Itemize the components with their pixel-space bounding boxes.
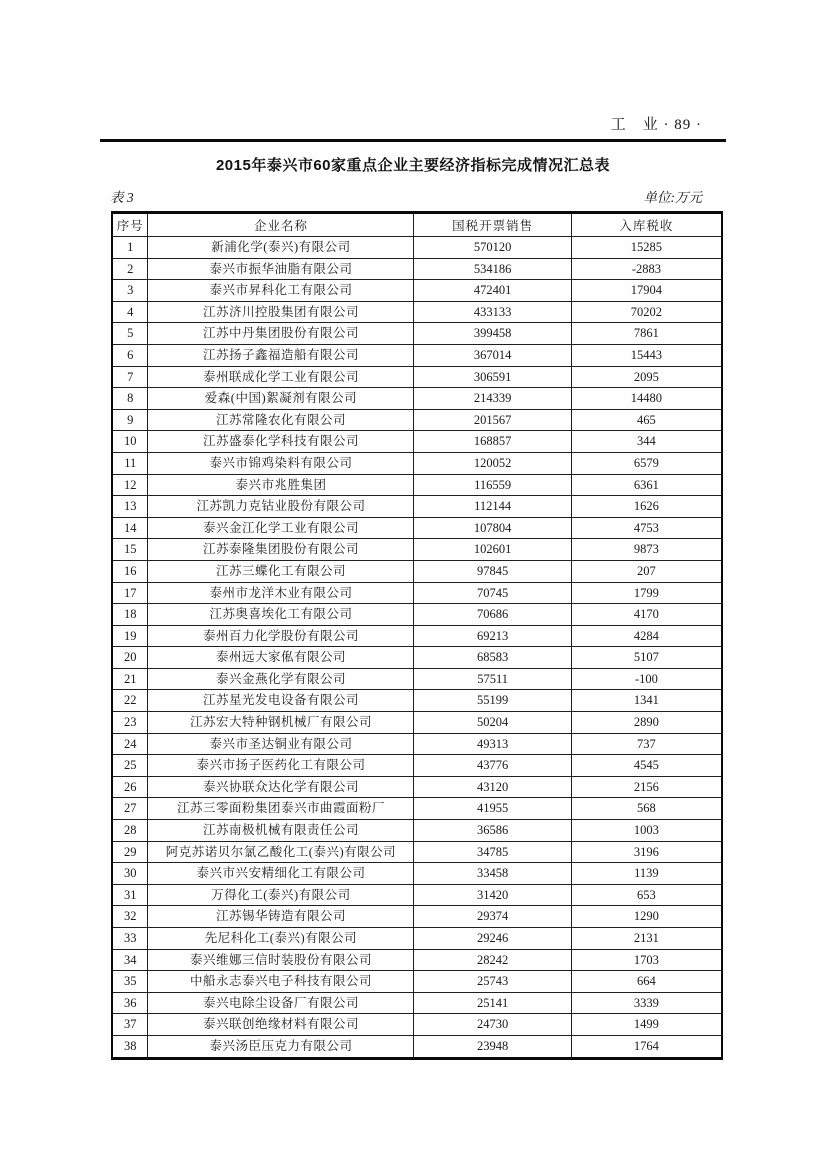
tax-value-cell: 568 — [571, 798, 722, 820]
tax-value-cell: 2131 — [571, 928, 722, 950]
row-index-cell: 22 — [112, 690, 148, 712]
sales-value-cell: 102601 — [414, 539, 571, 561]
tax-value-cell: 653 — [571, 884, 722, 906]
row-index-cell: 8 — [112, 388, 148, 410]
company-name-cell: 江苏常隆农化有限公司 — [148, 409, 414, 431]
row-index-cell: 24 — [112, 733, 148, 755]
company-name-cell: 江苏锡华铸造有限公司 — [148, 906, 414, 928]
table-row — [112, 863, 722, 885]
tax-value-cell: 5107 — [571, 647, 722, 669]
table-row — [112, 301, 722, 323]
row-index-cell: 38 — [112, 1035, 148, 1058]
company-name-cell: 江苏凯力克钴业股份有限公司 — [148, 496, 414, 518]
unit-label: 单位:万元 — [643, 190, 702, 205]
column-header-tax: 入库税收 — [571, 213, 722, 237]
company-name-cell: 泰兴市兴安精细化工有限公司 — [148, 863, 414, 885]
table-row — [112, 409, 722, 431]
row-index-cell: 4 — [112, 301, 148, 323]
tax-value-cell: 1341 — [571, 690, 722, 712]
table-row — [112, 431, 722, 453]
company-name-cell: 泰州远大家俬有限公司 — [148, 647, 414, 669]
company-name-cell: 泰兴联创绝缘材料有限公司 — [148, 1014, 414, 1036]
tax-value-cell: 2890 — [571, 712, 722, 734]
tax-value-cell: 15285 — [571, 237, 722, 259]
table-row — [112, 258, 722, 280]
tax-value-cell: 4753 — [571, 517, 722, 539]
sales-value-cell: 70745 — [414, 582, 571, 604]
table-row — [112, 712, 722, 734]
sales-value-cell: 107804 — [414, 517, 571, 539]
tax-value-cell: 737 — [571, 733, 722, 755]
table-row — [112, 539, 722, 561]
sales-value-cell: 534186 — [414, 258, 571, 280]
sales-value-cell: 28242 — [414, 949, 571, 971]
tax-value-cell: 2095 — [571, 366, 722, 388]
company-name-cell: 泰兴市昇科化工有限公司 — [148, 280, 414, 302]
tax-value-cell: 1499 — [571, 1014, 722, 1036]
table-row — [112, 323, 722, 345]
table-row — [112, 474, 722, 496]
company-name-cell: 泰兴市扬子医药化工有限公司 — [148, 755, 414, 777]
tax-value-cell: -100 — [571, 668, 722, 690]
table-header-row — [112, 213, 722, 237]
tax-value-cell: 207 — [571, 560, 722, 582]
company-name-cell: 泰州百力化学股份有限公司 — [148, 625, 414, 647]
sales-value-cell: 50204 — [414, 712, 571, 734]
header-rule — [100, 139, 726, 142]
sales-value-cell: 33458 — [414, 863, 571, 885]
sales-value-cell: 34785 — [414, 841, 571, 863]
column-header-company: 企业名称 — [148, 213, 414, 237]
table-row — [112, 237, 722, 259]
tax-value-cell: 1703 — [571, 949, 722, 971]
company-name-cell: 爱森(中国)絮凝剂有限公司 — [148, 388, 414, 410]
company-name-cell: 泰兴协联众达化学有限公司 — [148, 776, 414, 798]
company-name-cell: 泰州联成化学工业有限公司 — [148, 366, 414, 388]
company-name-cell: 泰兴汤臣压克力有限公司 — [148, 1035, 414, 1058]
tax-value-cell: 6361 — [571, 474, 722, 496]
table-row — [112, 971, 722, 993]
tax-value-cell: 70202 — [571, 301, 722, 323]
row-index-cell: 9 — [112, 409, 148, 431]
sales-value-cell: 69213 — [414, 625, 571, 647]
table-row — [112, 1035, 722, 1058]
sales-value-cell: 29246 — [414, 928, 571, 950]
company-name-cell: 江苏宏大特种钢机械厂有限公司 — [148, 712, 414, 734]
row-index-cell: 10 — [112, 431, 148, 453]
row-index-cell: 5 — [112, 323, 148, 345]
tax-value-cell: 3196 — [571, 841, 722, 863]
table-row — [112, 366, 722, 388]
company-name-cell: 江苏济川控股集团有限公司 — [148, 301, 414, 323]
row-index-cell: 33 — [112, 928, 148, 950]
sales-value-cell: 168857 — [414, 431, 571, 453]
column-header-sales: 国税开票销售 — [414, 213, 571, 237]
row-index-cell: 21 — [112, 668, 148, 690]
row-index-cell: 13 — [112, 496, 148, 518]
company-name-cell: 江苏中丹集团股份有限公司 — [148, 323, 414, 345]
company-name-cell: 江苏三蝶化工有限公司 — [148, 560, 414, 582]
company-name-cell: 泰兴金江化学工业有限公司 — [148, 517, 414, 539]
tax-value-cell: 4170 — [571, 604, 722, 626]
row-index-cell: 16 — [112, 560, 148, 582]
tax-value-cell: 3339 — [571, 992, 722, 1014]
row-index-cell: 20 — [112, 647, 148, 669]
row-index-cell: 19 — [112, 625, 148, 647]
table-meta-row — [100, 186, 726, 206]
tax-value-cell: 344 — [571, 431, 722, 453]
tax-value-cell: 1290 — [571, 906, 722, 928]
sales-value-cell: 570120 — [414, 237, 571, 259]
running-head — [100, 113, 726, 134]
row-index-cell: 27 — [112, 798, 148, 820]
table-row — [112, 755, 722, 777]
sales-value-cell: 399458 — [414, 323, 571, 345]
page-content — [100, 0, 726, 1060]
row-index-cell: 37 — [112, 1014, 148, 1036]
tax-value-cell: 664 — [571, 971, 722, 993]
row-index-cell: 31 — [112, 884, 148, 906]
tax-value-cell: 4284 — [571, 625, 722, 647]
tax-value-cell: 1139 — [571, 863, 722, 885]
tax-value-cell: 2156 — [571, 776, 722, 798]
sales-value-cell: 472401 — [414, 280, 571, 302]
sales-value-cell: 433133 — [414, 301, 571, 323]
row-index-cell: 15 — [112, 539, 148, 561]
company-name-cell: 江苏泰隆集团股份有限公司 — [148, 539, 414, 561]
table-row — [112, 798, 722, 820]
table-body — [112, 237, 722, 1059]
company-name-cell: 泰兴电除尘设备厂有限公司 — [148, 992, 414, 1014]
tax-value-cell: 1799 — [571, 582, 722, 604]
tax-value-cell: 17904 — [571, 280, 722, 302]
table-row — [112, 841, 722, 863]
sales-value-cell: 41955 — [414, 798, 571, 820]
sales-value-cell: 68583 — [414, 647, 571, 669]
sales-value-cell: 43120 — [414, 776, 571, 798]
table-row — [112, 668, 722, 690]
row-index-cell: 11 — [112, 452, 148, 474]
row-index-cell: 34 — [112, 949, 148, 971]
sales-value-cell: 25141 — [414, 992, 571, 1014]
enterprise-indicator-table — [111, 211, 723, 1060]
tax-value-cell: 14480 — [571, 388, 722, 410]
sales-value-cell: 57511 — [414, 668, 571, 690]
sales-value-cell: 29374 — [414, 906, 571, 928]
row-index-cell: 1 — [112, 237, 148, 259]
sales-value-cell: 214339 — [414, 388, 571, 410]
table-row — [112, 388, 722, 410]
sales-value-cell: 23948 — [414, 1035, 571, 1058]
row-index-cell: 23 — [112, 712, 148, 734]
sales-value-cell: 367014 — [414, 344, 571, 366]
column-header-index: 序号 — [112, 213, 148, 237]
row-index-cell: 2 — [112, 258, 148, 280]
table-row — [112, 560, 722, 582]
row-index-cell: 6 — [112, 344, 148, 366]
table-row — [112, 690, 722, 712]
table-row — [112, 582, 722, 604]
company-name-cell: 泰兴维娜三信时装股份有限公司 — [148, 949, 414, 971]
table-row — [112, 949, 722, 971]
table-row — [112, 928, 722, 950]
row-index-cell: 30 — [112, 863, 148, 885]
row-index-cell: 28 — [112, 820, 148, 842]
row-index-cell: 3 — [112, 280, 148, 302]
sales-value-cell: 55199 — [414, 690, 571, 712]
tax-value-cell: 1764 — [571, 1035, 722, 1058]
company-name-cell: 江苏三零面粉集团泰兴市曲霞面粉厂 — [148, 798, 414, 820]
sales-value-cell: 112144 — [414, 496, 571, 518]
table-row — [112, 820, 722, 842]
tax-value-cell: 7861 — [571, 323, 722, 345]
table-row — [112, 625, 722, 647]
row-index-cell: 25 — [112, 755, 148, 777]
company-name-cell: 泰兴市兆胜集团 — [148, 474, 414, 496]
table-row — [112, 604, 722, 626]
company-name-cell: 江苏星光发电设备有限公司 — [148, 690, 414, 712]
table-row — [112, 517, 722, 539]
table-row — [112, 733, 722, 755]
row-index-cell: 36 — [112, 992, 148, 1014]
row-index-cell: 35 — [112, 971, 148, 993]
tax-value-cell: 6579 — [571, 452, 722, 474]
table-row — [112, 1014, 722, 1036]
company-name-cell: 泰兴金燕化学有限公司 — [148, 668, 414, 690]
sales-value-cell: 31420 — [414, 884, 571, 906]
row-index-cell: 26 — [112, 776, 148, 798]
table-row — [112, 647, 722, 669]
sales-value-cell: 25743 — [414, 971, 571, 993]
table-row — [112, 906, 722, 928]
company-name-cell: 万得化工(泰兴)有限公司 — [148, 884, 414, 906]
sales-value-cell: 306591 — [414, 366, 571, 388]
row-index-cell: 14 — [112, 517, 148, 539]
company-name-cell: 江苏奥喜埃化工有限公司 — [148, 604, 414, 626]
company-name-cell: 先尼科化工(泰兴)有限公司 — [148, 928, 414, 950]
sales-value-cell: 36586 — [414, 820, 571, 842]
tax-value-cell: 1626 — [571, 496, 722, 518]
sales-value-cell: 201567 — [414, 409, 571, 431]
row-index-cell: 29 — [112, 841, 148, 863]
company-name-cell: 中船永志泰兴电子科技有限公司 — [148, 971, 414, 993]
company-name-cell: 江苏盛泰化学科技有限公司 — [148, 431, 414, 453]
table-row — [112, 496, 722, 518]
company-name-cell: 泰兴市锦鸡染料有限公司 — [148, 452, 414, 474]
row-index-cell: 7 — [112, 366, 148, 388]
page-title: 2015年泰兴市60家重点企业主要经济指标完成情况汇总表 — [215, 157, 611, 174]
row-index-cell: 32 — [112, 906, 148, 928]
company-name-cell: 阿克苏诺贝尔氯乙酸化工(泰兴)有限公司 — [148, 841, 414, 863]
company-name-cell: 泰兴市圣达铜业有限公司 — [148, 733, 414, 755]
row-index-cell: 12 — [112, 474, 148, 496]
table-row — [112, 344, 722, 366]
tax-value-cell: 15443 — [571, 344, 722, 366]
sales-value-cell: 120052 — [414, 452, 571, 474]
company-name-cell: 江苏扬子鑫福造船有限公司 — [148, 344, 414, 366]
company-name-cell: 江苏南极机械有限责任公司 — [148, 820, 414, 842]
company-name-cell: 泰兴市振华油脂有限公司 — [148, 258, 414, 280]
sales-value-cell: 24730 — [414, 1014, 571, 1036]
table-row — [112, 280, 722, 302]
tax-value-cell: -2883 — [571, 258, 722, 280]
tax-value-cell: 4545 — [571, 755, 722, 777]
sales-value-cell: 116559 — [414, 474, 571, 496]
tax-value-cell: 465 — [571, 409, 722, 431]
tax-value-cell: 9873 — [571, 539, 722, 561]
sales-value-cell: 43776 — [414, 755, 571, 777]
company-name-cell: 泰州市龙洋木业有限公司 — [148, 582, 414, 604]
sales-value-cell: 97845 — [414, 560, 571, 582]
tax-value-cell: 1003 — [571, 820, 722, 842]
table-label: 表 3 — [110, 190, 134, 205]
company-name-cell: 新浦化学(泰兴)有限公司 — [148, 237, 414, 259]
table-row — [112, 992, 722, 1014]
table-row — [112, 452, 722, 474]
sales-value-cell: 49313 — [414, 733, 571, 755]
row-index-cell: 18 — [112, 604, 148, 626]
sales-value-cell: 70686 — [414, 604, 571, 626]
running-head-text: 工 业 · 89 · — [610, 117, 702, 133]
row-index-cell: 17 — [112, 582, 148, 604]
table-row — [112, 776, 722, 798]
table-row — [112, 884, 722, 906]
